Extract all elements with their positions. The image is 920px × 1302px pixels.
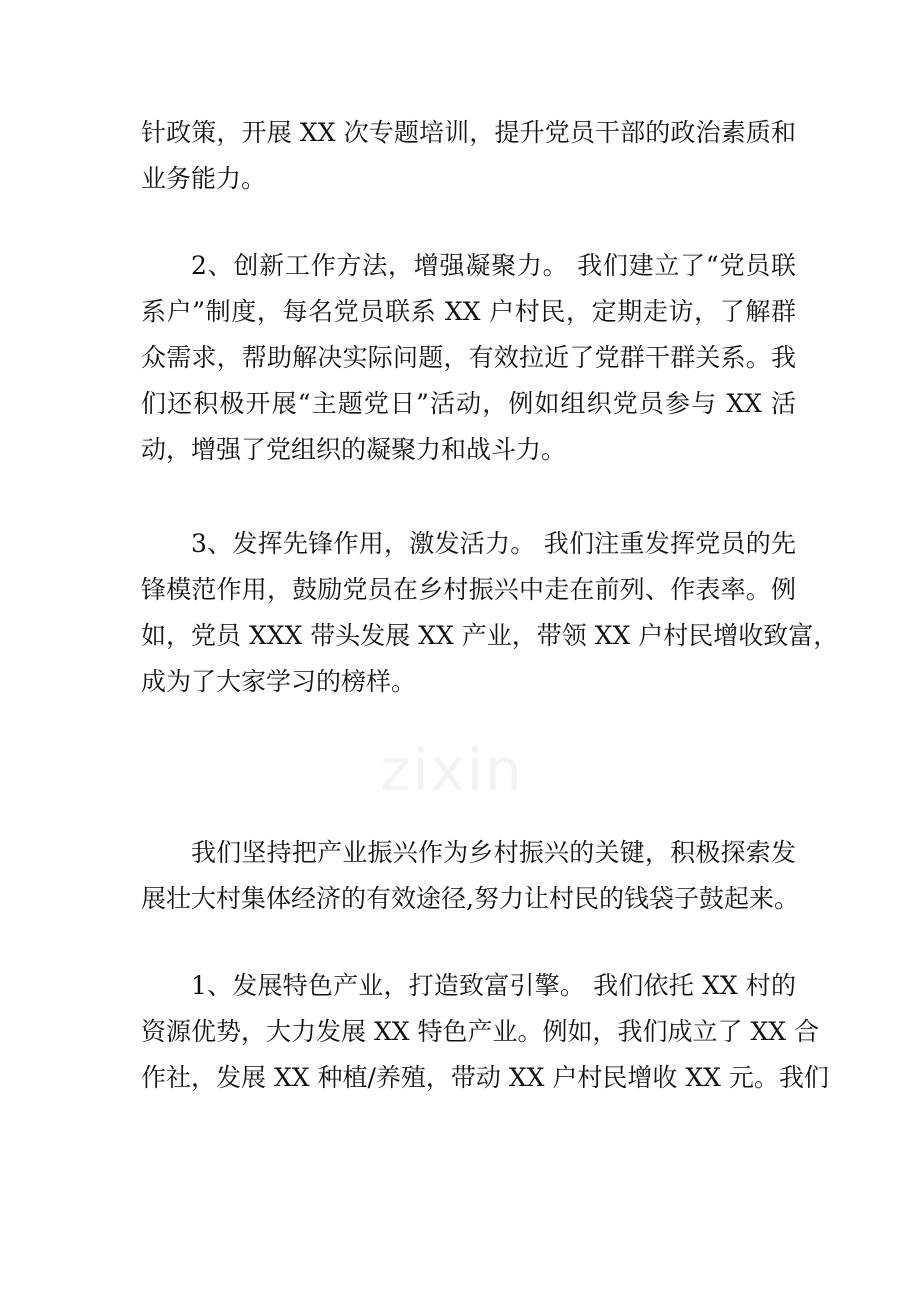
- text-line: 针政策，开展 XX 次专题培训，提升党员干部的政治素质和: [141, 118, 796, 147]
- text-line: 们还积极开展“主题党日”活动，例如组织党员参与 XX 活: [141, 389, 796, 418]
- text-line: 动，增强了党组织的凝聚力和战斗力。: [141, 435, 567, 464]
- paragraph-item-1: [141, 963, 829, 1101]
- watermark: [380, 738, 620, 802]
- paragraph-item-3: [141, 521, 839, 705]
- text-line: 3、发挥先锋作用，激发活力。 我们注重发挥党员的先: [191, 529, 796, 558]
- paragraph-item-2: [141, 243, 796, 473]
- paragraph-section-intro: [141, 830, 799, 922]
- text-line: 展壮大村集体经济的有效途径,努力让村民的钱袋子鼓起来。: [141, 884, 799, 913]
- text-line: 业务能力。: [141, 164, 267, 193]
- text-line: 成为了大家学习的榜样。: [141, 667, 417, 696]
- text-line: 1、发展特色产业，打造致富引擎。 我们依托 XX 村的: [191, 971, 796, 1000]
- text-line: 系户”制度，每名党员联系 XX 户村民，定期走访，了解群: [141, 297, 796, 326]
- text-line: 资源优势，大力发展 XX 特色产业。例如，我们成立了 XX 合: [141, 1017, 819, 1046]
- text-line: 我们坚持把产业振兴作为乡村振兴的关键，积极探索发: [191, 838, 796, 867]
- text-line: 2、创新工作方法，增强凝聚力。 我们建立了“党员联: [191, 251, 796, 280]
- text-line: 作社，发展 XX 种植/养殖，带动 XX 户村民增收 XX 元。我们: [141, 1063, 829, 1092]
- text-line: 众需求，帮助解决实际问题，有效拉近了党群干群关系。我: [141, 343, 796, 372]
- text-line: 锋模范作用，鼓励党员在乡村振兴中走在前列、作表率。例: [141, 575, 796, 604]
- text-line: 如，党员 XXX 带头发展 XX 产业，带领 XX 户村民增收致富，: [141, 621, 839, 650]
- paragraph-continuation: [141, 110, 796, 202]
